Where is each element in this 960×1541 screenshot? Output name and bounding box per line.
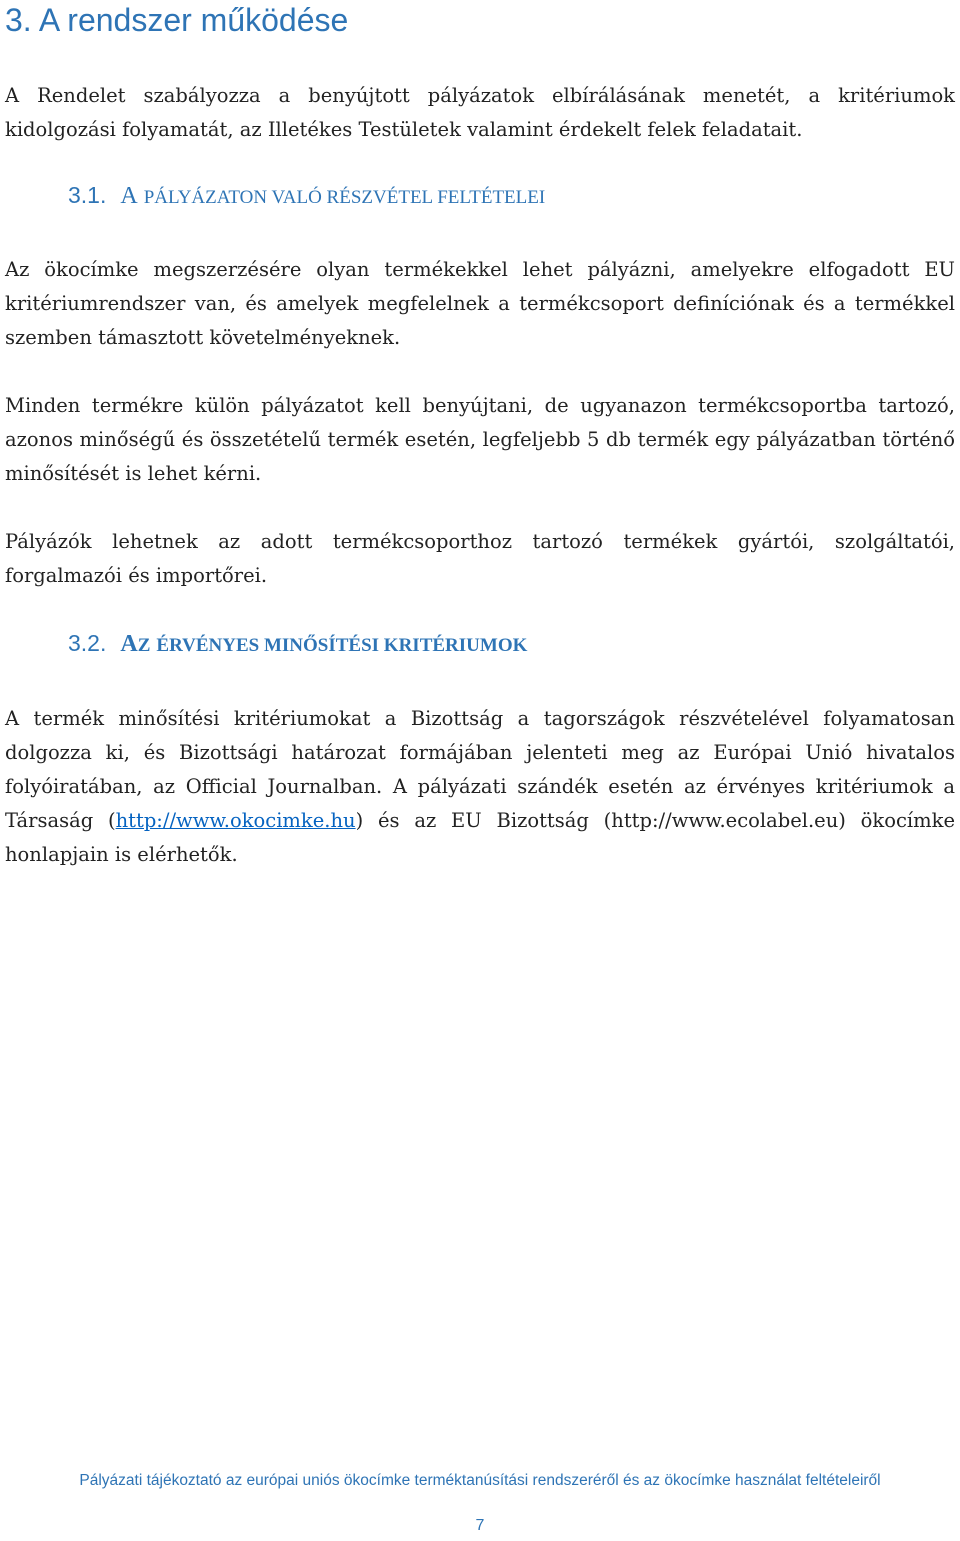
section-heading-letter: Z [137,635,151,656]
section-heading-3-1 [68,182,545,210]
intro-paragraph: A Rendelet szabályozza a benyújtott pályázatok elbírálásának menetét, a kritériumok kidolgozási folyamatát, az Illetékes Testületek valamint érdekelt felek feladatait. [5,84,955,141]
chapter-title: 3. A rendszer működése [5,2,349,38]
footer-text: Pályázati tájékoztató az európai uniós ökocímke terméktanúsítási rendszeréről és az ökocímke használat feltételeiről [79,1472,881,1489]
section2-paragraph-part2: ) és az EU Bizottság (http://www.ecolabel.eu) ökocímke honlapjain is elérhetők. [5,809,955,866]
section-heading-3-2 [68,630,527,658]
section1-paragraph-3: Pályázók lehetnek az adott termékcsoporthoz tartozó termékek gyártói, szolgáltatói, forgalmazói és importőrei. [5,530,955,587]
section-number: 3.1. [68,182,107,208]
okocimke-link[interactable]: http://www.okocimke.hu [115,809,356,832]
section-heading-initial: A [120,183,138,209]
section-heading-text: ÉRVÉNYES MINŐSÍTÉSI KRITÉRIUMOK [156,635,528,656]
section2-paragraph-part1: A termék minősítési kritériumokat a Bizottság a tagországok részvételével folyamatosan dolgozza ki, és Bizottsági határozat formájában jelenteti meg az Európai Unió hivatalos folyóiratában, az Official Journalban. A pályázati szándék esetén az érvényes kritériumok a Társaság ( [5,707,955,832]
section1-paragraph-1: Az ökocímke megszerzésére olyan termékekkel lehet pályázni, amelyekre elfogadott EU kritériumrendszer van, és amelyek megfelelnek a termékcsoport definíciónak és a termékkel szemben támasztott követelményeknek. [5,258,955,349]
section-heading-text: PÁLYÁZATON VALÓ RÉSZVÉTEL FELTÉTELEI [143,187,546,208]
section-number: 3.2. [68,630,107,656]
section-heading-initial: A [120,631,138,657]
section2-paragraph [5,702,955,872]
section1-paragraph-2: Minden termékre külön pályázatot kell benyújtani, de ugyanazon termékcsoportba tartozó, azonos minőségű és összetételű termék esetén, legfeljebb 5 db termék egy pályázatban történő minősítését is lehet kérni. [5,394,955,485]
page-number: 7 [475,1517,485,1534]
